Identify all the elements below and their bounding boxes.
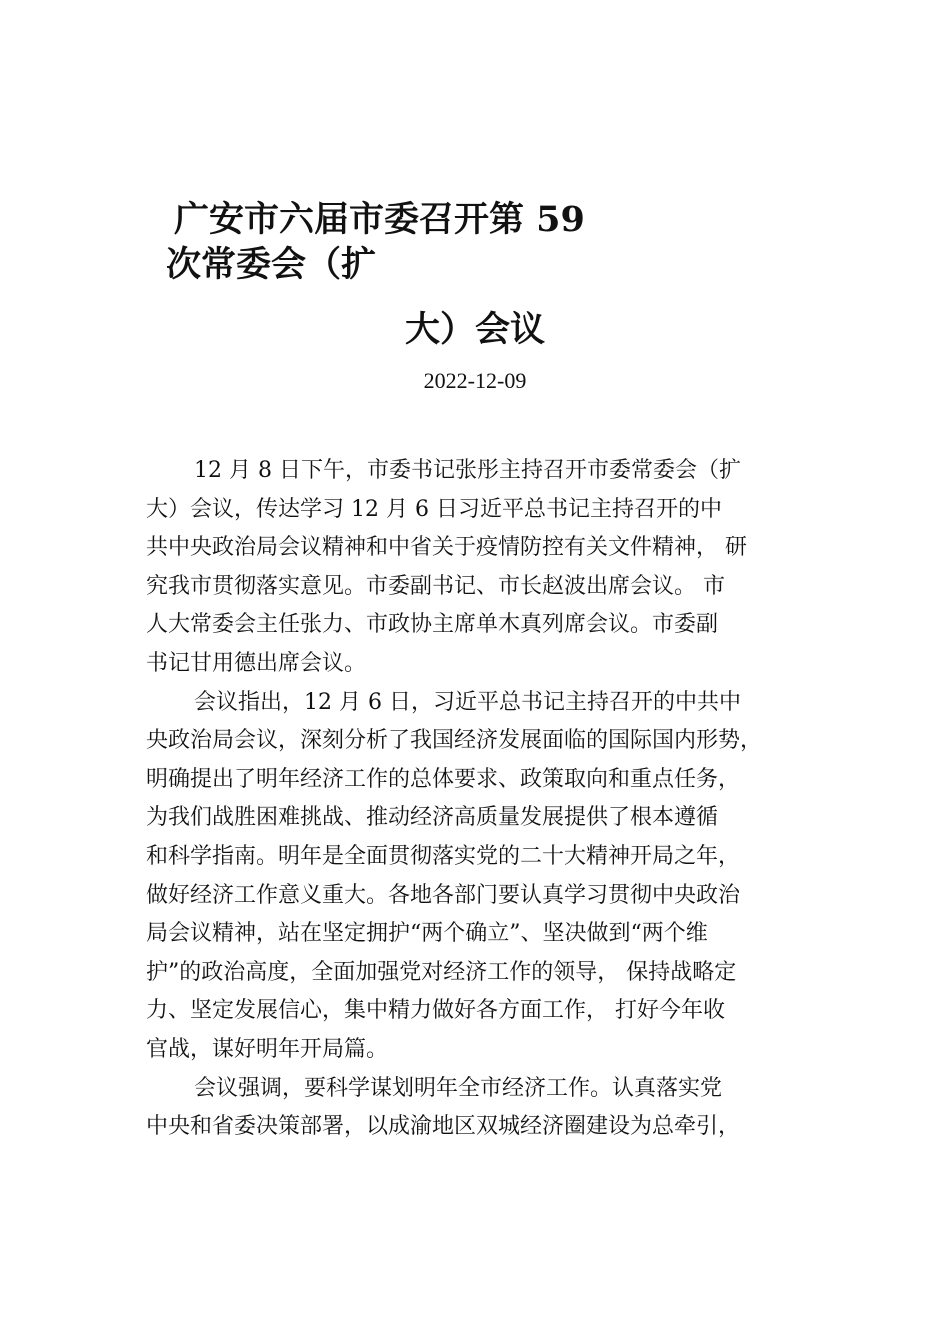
body-line: 做好经济工作意义重大。各地各部门要认真学习贯彻中央政治	[146, 882, 741, 908]
body-line: 会议指出，12 月 6 日，习近平总书记主持召开的中共中	[194, 689, 741, 715]
body-line: 人大常委会主任张力、市政协主席单木真列席会议。市委副	[146, 612, 719, 638]
body-line: 和科学指南。明年是全面贯彻落实党的二十大精神开局之年，	[146, 843, 741, 869]
body-line: 会议强调，要科学谋划明年全市经济工作。认真落实党	[194, 1075, 723, 1101]
body-line: 12 月 8 日下午，市委书记张彤主持召开市委常委会（扩	[194, 458, 741, 483]
article-body	[146, 452, 846, 1147]
body-line: 官战，谋好明年开局篇。	[146, 1036, 389, 1062]
body-line: 力、坚定发展信心，集中精力做好各方面工作， 打好今年收	[146, 998, 725, 1024]
body-line: 明确提出了明年经济工作的总体要求、政策取向和重点任务，	[146, 766, 741, 792]
body-line: 大）会议，传达学习 12 月 6 日习近平总书记主持召开的中	[146, 496, 722, 522]
body-line: 央政治局会议，深刻分析了我国经济发展面临的国际国内形势，	[146, 728, 763, 754]
document-title-line-2: 次常委会（扩	[166, 244, 377, 285]
body-line: 中央和省委决策部署，以成渝地区双城经济圈建设为总牵引，	[146, 1114, 741, 1140]
body-line: 书记甘用德出席会议。	[146, 650, 367, 676]
publish-date: 2022-12-09	[423, 368, 527, 393]
body-line: 究我市贯彻落实意见。市委副书记、市长赵波出席会议。 市	[146, 573, 725, 599]
body-line: 护”的政治高度，全面加强党对经济工作的领导， 保持战略定	[146, 959, 737, 985]
document-title-line-3: 大）会议	[404, 309, 545, 350]
body-line: 为我们战胜困难挑战、推动经济高质量发展提供了根本遵循	[146, 805, 719, 831]
body-line: 局会议精神，站在坚定拥护“两个确立”、坚决做到“两个维	[146, 921, 708, 947]
document-title-line-1: 广安市六届市委召开第 59	[174, 199, 585, 240]
body-line: 共中央政治局会议精神和中省关于疫情防控有关文件精神， 研	[146, 535, 747, 561]
